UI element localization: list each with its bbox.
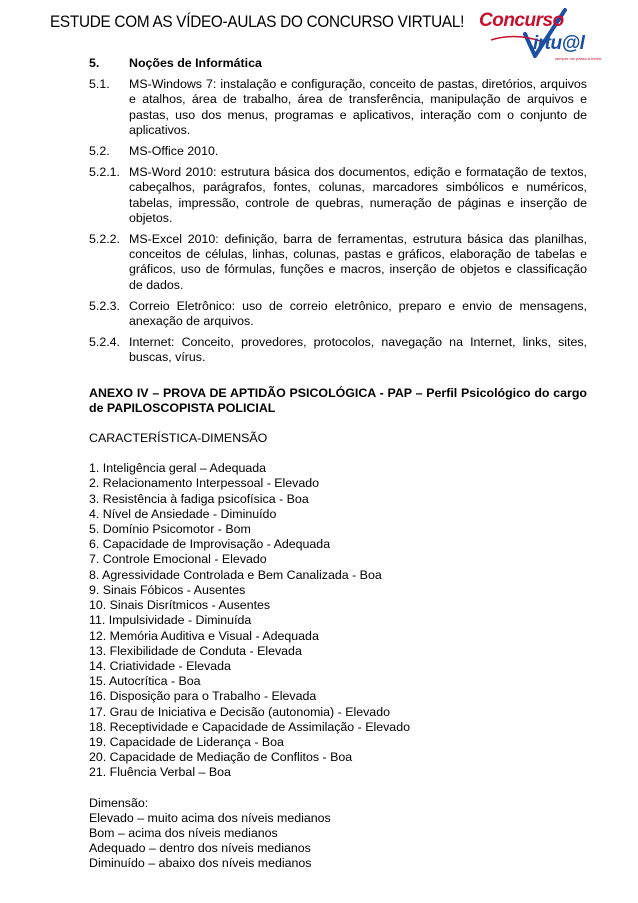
item-number: 5.1. (89, 77, 110, 92)
trait-item: 13. Flexibilidade de Conduta - Elevada (89, 643, 302, 658)
item-number: 5.2.1. (89, 165, 121, 180)
trait-item: 8. Agressividade Controlada e Bem Canalizada - Boa (89, 567, 382, 582)
trait-item: 5. Domínio Psicomotor - Bom (89, 522, 251, 537)
item-text: MS-Office 2010. (129, 144, 219, 159)
item-number: 5.2.2. (89, 232, 121, 247)
logo-tagline: sempre um passo à frente (555, 56, 602, 61)
item-number: 5.2.3. (89, 298, 121, 313)
trait-item: 16. Disposição para o Trabalho - Elevada (89, 689, 317, 704)
trait-item: 1. Inteligência geral – Adequada (89, 461, 267, 476)
list-item (89, 144, 587, 159)
trait-item: 21. Fluência Verbal – Boa (89, 765, 231, 780)
trait-item: 17. Grau de Iniciativa e Decisão (autonomia) - Elevado (89, 704, 390, 719)
annex-title: ANEXO IV – PROVA DE APTIDÃO PSICOLÓGICA - PAP – Perfil Psicológico do cargo de PAPILOSCOPISTA POLICIAL (89, 385, 587, 415)
trait-item: 9. Sinais Fóbicos - Ausentes (89, 582, 246, 597)
item-number: 5.2. (89, 144, 110, 159)
list-item (89, 232, 587, 293)
list-item (89, 299, 587, 329)
trait-item: 4. Nível de Ansiedade - Diminuído (89, 506, 277, 521)
item-text: MS-Word 2010: estrutura básica dos documentos, edição e formatação de textos, cabeçalhos, parágrafos, fontes, colunas, marcadores simbólicos e numéricos, tabelas, impressão, controle de quebras, numeração de páginas e inserção de objetos. (129, 165, 587, 225)
dimension-item: Bom – acima dos níveis medianos (89, 825, 278, 840)
annex-subtitle: CARACTERÍSTICA-DIMENSÃO (89, 431, 268, 446)
traits-list (89, 461, 587, 780)
logo-word-virtual: irtu@l (533, 33, 585, 54)
trait-item: 19. Capacidade de Liderança - Boa (89, 734, 284, 749)
section-number: 5. (89, 56, 100, 70)
list-item (89, 335, 587, 365)
trait-item: 7. Controle Emocional - Elevado (89, 552, 267, 567)
item-text: MS-Excel 2010: definição, barra de ferramentas, estrutura básica das planilhas, conceitos de células, linhas, colunas, pastas e gráficos, elaboração de tabelas e gráficos, uso de fórmulas, funções e macros, inserção de objetos e classificação de dados. (129, 232, 587, 292)
dimension-item: Diminuído – abaixo dos níveis medianos (89, 856, 312, 871)
item-text: Internet: Conceito, provedores, protocolos, navegação na Internet, links, sites, buscas, vírus. (129, 335, 587, 365)
document-body (89, 56, 587, 872)
trait-item: 3. Resistência à fadiga psicofísica - Boa (89, 491, 309, 506)
list-item (89, 77, 587, 138)
trait-item: 12. Memória Auditiva e Visual - Adequada (89, 628, 319, 643)
item-text: MS-Windows 7: instalação e configuração, conceito de pastas, diretórios, arquivos e atalhos, área de trabalho, área de transferência, manipulação de arquivos e pastas, uso dos menus, programas e aplicativos, interação com o conjunto de aplicativos. (129, 77, 587, 137)
item-text: Correio Eletrônico: uso de correio eletrônico, preparo e envio de mensagens, anexação de arquivos. (129, 298, 587, 329)
trait-item: 14. Criatividade - Elevada (89, 658, 231, 673)
trait-item: 15. Autocrítica - Boa (89, 674, 201, 689)
trait-item: 18. Receptividade e Capacidade de Assimilação - Elevado (89, 719, 410, 734)
page-header-banner: ESTUDE COM AS VÍDEO-AULAS DO CONCURSO VIRTUAL! (50, 12, 465, 31)
dimension-item: Adequado – dentro dos níveis medianos (89, 841, 311, 856)
item-number: 5.2.4. (89, 335, 121, 350)
list-item (89, 165, 587, 226)
trait-item: 6. Capacidade de Improvisação - Adequada (89, 537, 331, 552)
dimension-legend (89, 796, 587, 872)
section-heading (89, 56, 587, 71)
section-title: Noções de Informática (129, 56, 262, 70)
trait-item: 10. Sinais Disrítmicos - Ausentes (89, 598, 271, 613)
dimension-title: Dimensão: (89, 795, 149, 810)
trait-item: 11. Impulsividade - Diminuída (89, 613, 252, 628)
trait-item: 20. Capacidade de Mediação de Conflitos - Boa (89, 750, 353, 765)
trait-item: 2. Relacionamento Interpessoal - Elevado (89, 476, 320, 491)
logo-word-concurso: Concurso (479, 10, 564, 31)
dimension-item: Elevado – muito acima dos níveis medianos (89, 810, 331, 825)
